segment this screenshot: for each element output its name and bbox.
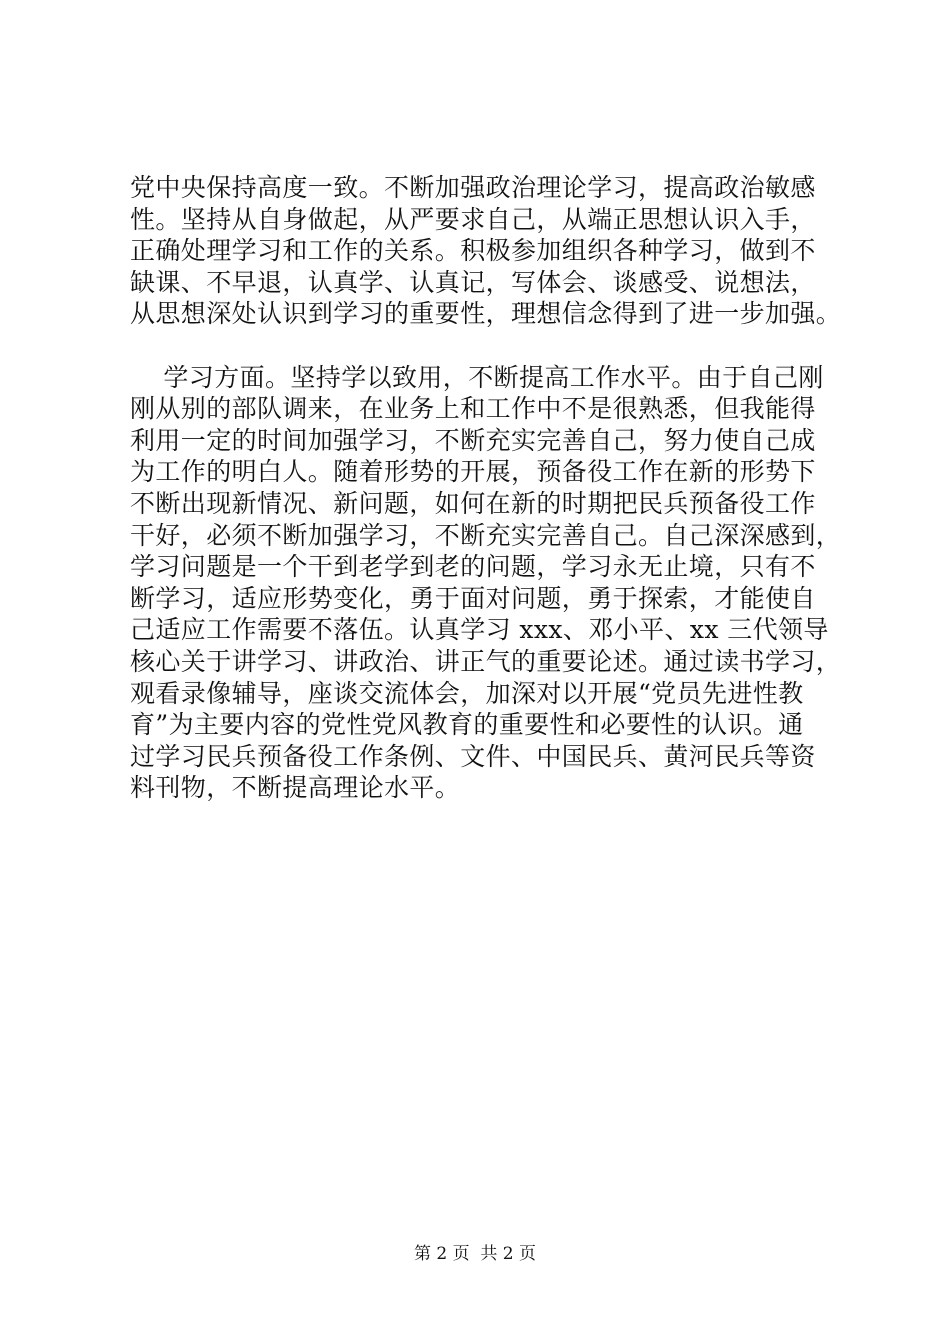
text-line: 从思想深处认识到学习的重要性，理想信念得到了进一步加强。 bbox=[130, 299, 842, 329]
text-line: 正确处理学习和工作的关系。积极参加组织各种学习，做到不 bbox=[130, 236, 816, 266]
text-line: 缺课、不早退，认真学、认真记，写体会、谈感受、说想法， bbox=[130, 267, 816, 297]
text-line: 观看录像辅导，座谈交流体会，加深对以开展“党员先进性教 bbox=[130, 678, 804, 708]
text-line: 利用一定的时间加强学习，不断充实完善自己，努力使自己成 bbox=[130, 425, 816, 455]
text-line: 过学习民兵预备役工作条例、文件、中国民兵、黄河民兵等资 bbox=[130, 741, 816, 771]
text-line: 不断出现新情况、新问题，如何在新的时期把民兵预备役工作 bbox=[130, 488, 816, 518]
text-line: 核心关于讲学习、讲政治、讲正气的重要论述。通过读书学习， bbox=[130, 646, 842, 676]
paragraph-spacer bbox=[130, 330, 850, 362]
text-line: 为工作的明白人。随着形势的开展，预备役工作在新的形势下 bbox=[130, 457, 816, 487]
text-line: 刚从别的部队调来，在业务上和工作中不是很熟悉，但我能得 bbox=[130, 394, 816, 424]
text-line: 己适应工作需要不落伍。认真学习 xxx、邓小平、xx 三代领导 bbox=[130, 615, 829, 645]
paragraph-1 bbox=[130, 172, 850, 330]
text-line: 党中央保持高度一致。不断加强政治理论学习，提高政治敏感 bbox=[130, 173, 816, 202]
text-line: 育”为主要内容的党性党风教育的重要性和必要性的认识。通 bbox=[130, 710, 804, 740]
text-line: 性。坚持从自身做起，从严要求自己，从端正思想认识入手， bbox=[130, 204, 816, 234]
paragraph-2 bbox=[130, 362, 850, 804]
text-line: 学习方面。坚持学以致用，不断提高工作水平。由于自己刚 bbox=[130, 362, 824, 392]
page-footer bbox=[0, 1243, 950, 1265]
text-line: 学习问题是一个干到老学到老的问题，学习永无止境，只有不 bbox=[130, 552, 816, 582]
text-line: 干好，必须不断加强学习，不断充实完善自己。自己深深感到， bbox=[130, 520, 842, 550]
text-line: 断学习，适应形势变化，勇于面对问题，勇于探索，才能使自 bbox=[130, 583, 816, 613]
document-body bbox=[130, 172, 850, 804]
page-number-label: 第 2 页 共 2 页 bbox=[413, 1244, 537, 1264]
text-line: 料刊物，不断提高理论水平。 bbox=[130, 773, 461, 803]
